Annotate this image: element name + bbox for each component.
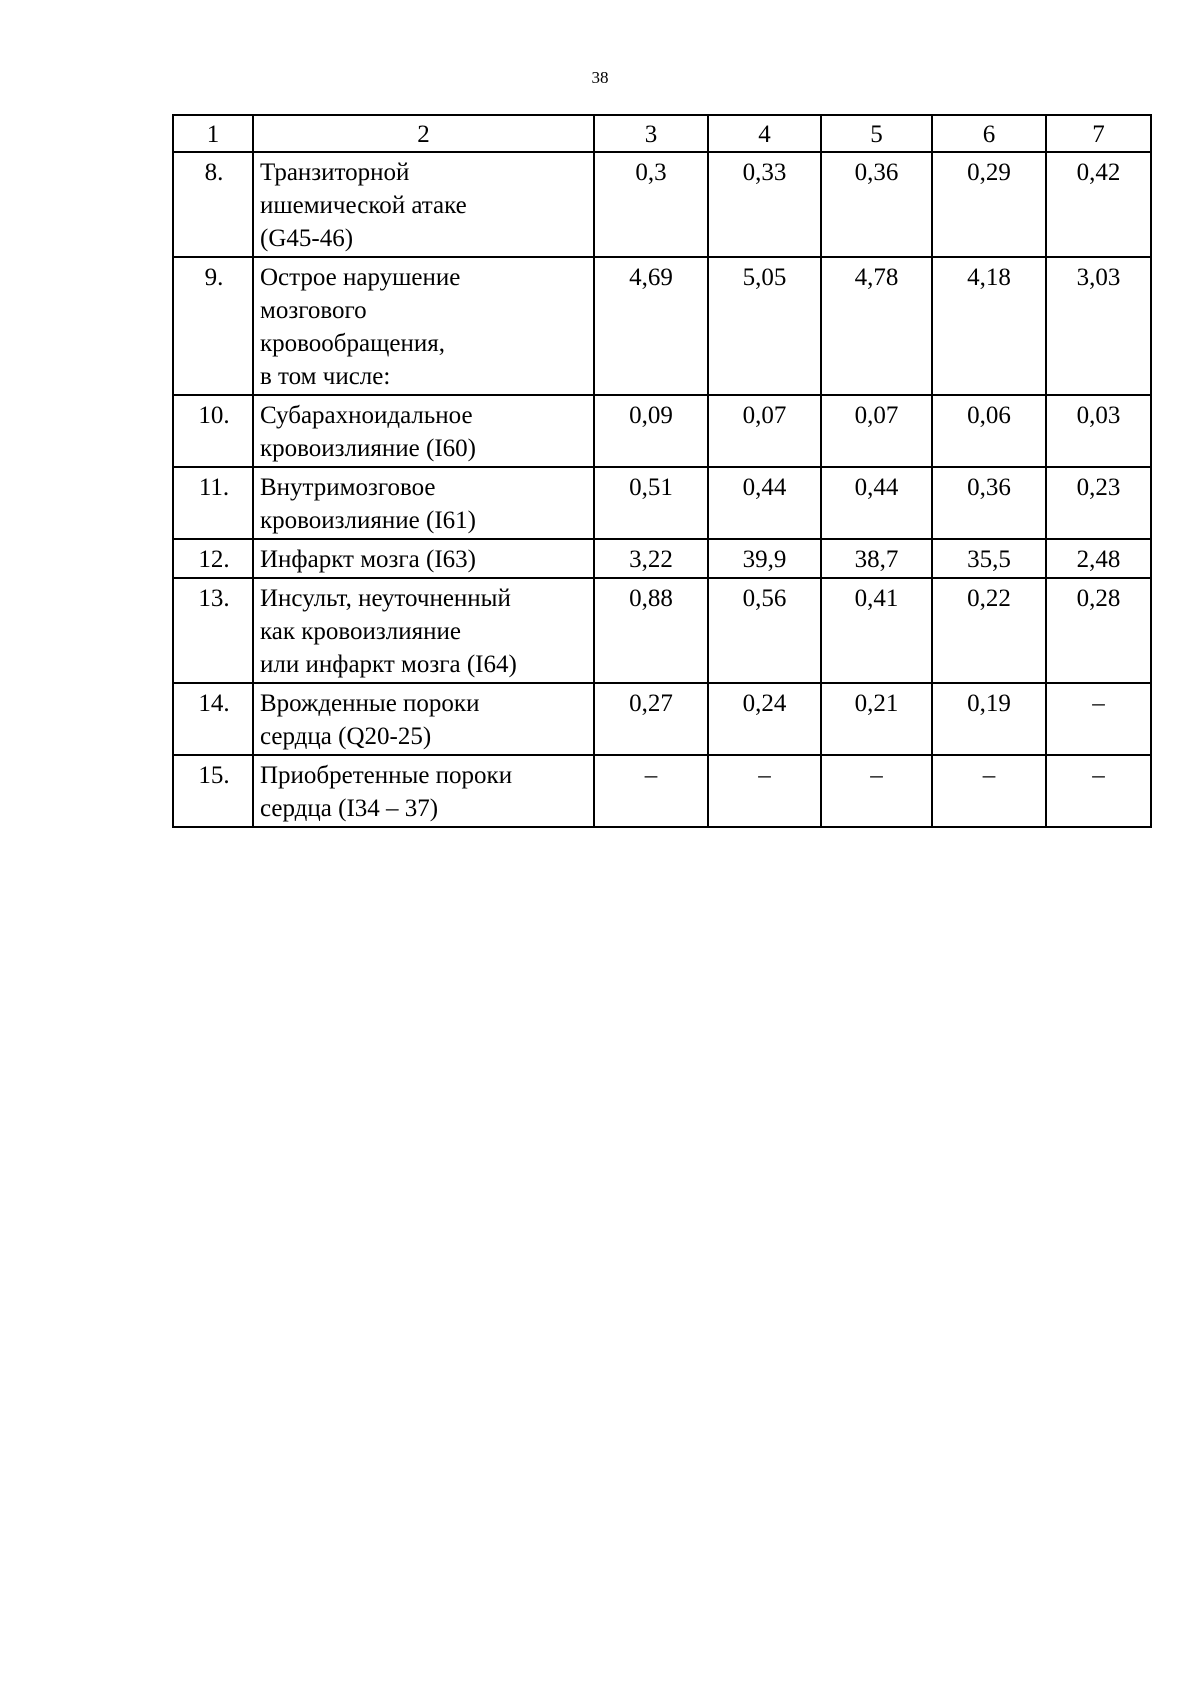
value-cell: 0,88 (594, 578, 708, 683)
value-cell: 0,22 (932, 578, 1046, 683)
column-number-header: 1 (173, 115, 253, 152)
table-row (173, 683, 1151, 755)
row-number: 8. (173, 152, 253, 257)
column-number-header: 5 (821, 115, 932, 152)
diagnosis-name: Острое нарушение мозгового кровообращения, в том числе: (253, 257, 594, 395)
value-cell: 0,3 (594, 152, 708, 257)
value-cell: 0,07 (708, 395, 821, 467)
value-cell: 0,23 (1046, 467, 1151, 539)
column-number-header: 7 (1046, 115, 1151, 152)
statistics-table (172, 114, 1152, 828)
table-row (173, 257, 1151, 395)
value-cell: 3,03 (1046, 257, 1151, 395)
value-cell: 5,05 (708, 257, 821, 395)
value-cell: 0,27 (594, 683, 708, 755)
table-header-row (173, 115, 1151, 152)
row-number: 9. (173, 257, 253, 395)
value-cell: 0,03 (1046, 395, 1151, 467)
value-cell: 0,44 (821, 467, 932, 539)
value-cell: – (594, 755, 708, 827)
value-cell: 38,7 (821, 539, 932, 578)
diagnosis-name: Врожденные пороки сердца (Q20-25) (253, 683, 594, 755)
diagnosis-name: Инфаркт мозга (I63) (253, 539, 594, 578)
value-cell: 0,44 (708, 467, 821, 539)
value-cell: 0,36 (821, 152, 932, 257)
value-cell: 39,9 (708, 539, 821, 578)
column-number-header: 6 (932, 115, 1046, 152)
row-number: 10. (173, 395, 253, 467)
value-cell: 2,48 (1046, 539, 1151, 578)
row-number: 15. (173, 755, 253, 827)
value-cell: 0,07 (821, 395, 932, 467)
diagnosis-name: Транзиторной ишемической атаке (G45-46) (253, 152, 594, 257)
value-cell: 0,09 (594, 395, 708, 467)
value-cell: – (1046, 683, 1151, 755)
value-cell: – (1046, 755, 1151, 827)
table-row (173, 578, 1151, 683)
value-cell: 0,19 (932, 683, 1046, 755)
value-cell: 0,42 (1046, 152, 1151, 257)
value-cell: 0,28 (1046, 578, 1151, 683)
value-cell: 0,56 (708, 578, 821, 683)
row-number: 12. (173, 539, 253, 578)
value-cell: – (821, 755, 932, 827)
value-cell: – (932, 755, 1046, 827)
value-cell: 3,22 (594, 539, 708, 578)
value-cell: 0,06 (932, 395, 1046, 467)
table-row (173, 395, 1151, 467)
value-cell: 0,21 (821, 683, 932, 755)
column-number-header: 3 (594, 115, 708, 152)
value-cell: 0,33 (708, 152, 821, 257)
page-number: 38 (591, 68, 609, 87)
table-row (173, 467, 1151, 539)
value-cell: 4,69 (594, 257, 708, 395)
diagnosis-name: Приобретенные пороки сердца (I34 – 37) (253, 755, 594, 827)
table-row (173, 152, 1151, 257)
value-cell: 4,78 (821, 257, 932, 395)
column-number-header: 2 (253, 115, 594, 152)
column-number-header: 4 (708, 115, 821, 152)
value-cell: 0,29 (932, 152, 1046, 257)
value-cell: 0,41 (821, 578, 932, 683)
row-number: 13. (173, 578, 253, 683)
value-cell: – (708, 755, 821, 827)
table-row (173, 755, 1151, 827)
diagnosis-name: Внутримозговое кровоизлияние (I61) (253, 467, 594, 539)
row-number: 14. (173, 683, 253, 755)
table-row (173, 539, 1151, 578)
value-cell: 4,18 (932, 257, 1046, 395)
diagnosis-name: Инсульт, неуточненный как кровоизлияние или инфаркт мозга (I64) (253, 578, 594, 683)
value-cell: 0,36 (932, 467, 1046, 539)
value-cell: 0,24 (708, 683, 821, 755)
diagnosis-name: Субарахноидальное кровоизлияние (I60) (253, 395, 594, 467)
row-number: 11. (173, 467, 253, 539)
value-cell: 35,5 (932, 539, 1046, 578)
value-cell: 0,51 (594, 467, 708, 539)
